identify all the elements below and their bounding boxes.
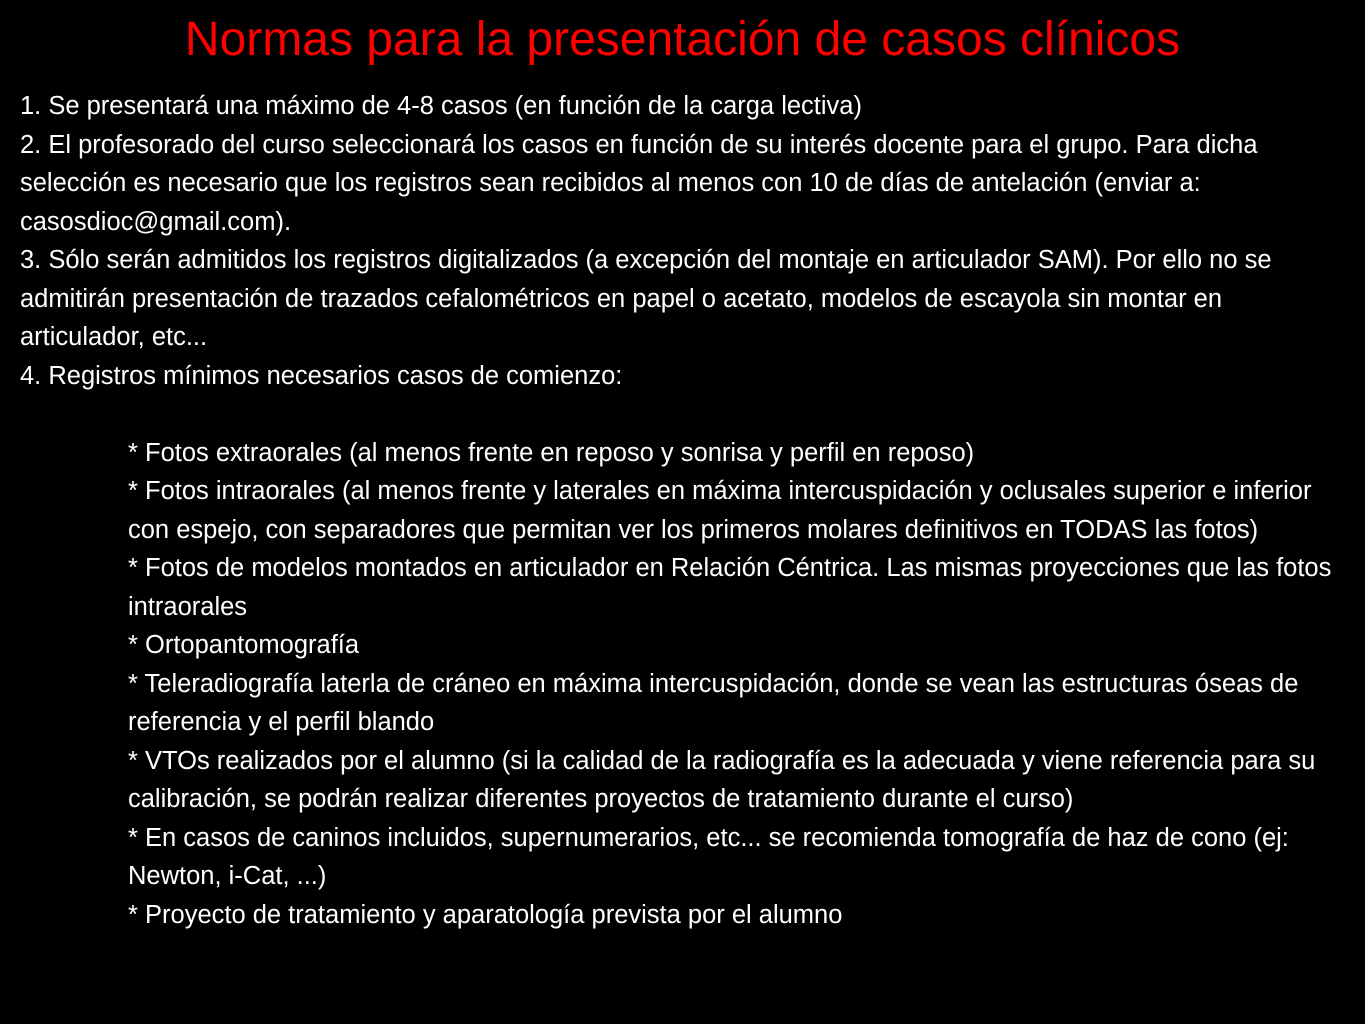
- spacer: [20, 395, 1340, 434]
- list-item-extraoral-photos: * Fotos extraorales (al menos frente en reposo y sonrisa y perfil en reposo): [128, 438, 975, 467]
- list-item-model-photos: * Fotos de modelos montados en articulador en Relación Céntrica. Las mismas proyecciones que las fotos intraorales: [128, 554, 1332, 621]
- list-item-vtos: * VTOs realizados por el alumno (si la calidad de la radiografía es la adecuada y viene referencia para su calibración, se podrán realizar diferentes proyectos de tratamiento durante el curso): [128, 746, 1316, 813]
- list-item-teleradiography: * Teleradiografía laterla de cráneo en máxima intercuspidación, donde se vean las estructuras óseas de referencia y el perfil blando: [128, 669, 1299, 736]
- rule-4: 4. Registros mínimos necesarios casos de comienzo:: [20, 361, 623, 390]
- rule-2: 2. El profesorado del curso seleccionará los casos en función de su interés docente para el grupo. Para dicha selección es necesario que los registros sean recibidos al menos con 10 de días de antelación (enviar a: casosdioc@gmail.com).: [20, 130, 1258, 236]
- rule-3: 3. Sólo serán admitidos los registros digitalizados (a excepción del montaje en articulador SAM). Por ello no se admitirán presentación de trazados cefalométricos en papel o acetato, modelos de escayola sin montar en articulador, etc...: [20, 246, 1272, 351]
- list-item-orthopantomography: * Ortopantomografía: [128, 631, 360, 659]
- slide-title: Normas para la presentación de casos clínicos: [184, 13, 1181, 66]
- rule-1: 1. Se presentará una máximo de 4-8 casos (en función de la carga lectiva): [20, 92, 862, 120]
- list-item-intraoral-photos: * Fotos intraorales (al menos frente y laterales en máxima intercuspidación y oclusales superior e inferior con espejo, con separadores que permitan ver los primeros molares definitivos en TODAS las fotos): [128, 477, 1312, 544]
- list-item-cbct: * En casos de caninos incluidos, supernumerarios, etc... se recomienda tomografía de haz de cono (ej: Newton, i-Cat, ...): [128, 823, 1289, 890]
- required-records-list: [20, 434, 1340, 935]
- slide-body: [20, 87, 1340, 934]
- list-item-treatment-plan: * Proyecto de tratamiento y aparatología prevista por el alumno: [128, 900, 843, 929]
